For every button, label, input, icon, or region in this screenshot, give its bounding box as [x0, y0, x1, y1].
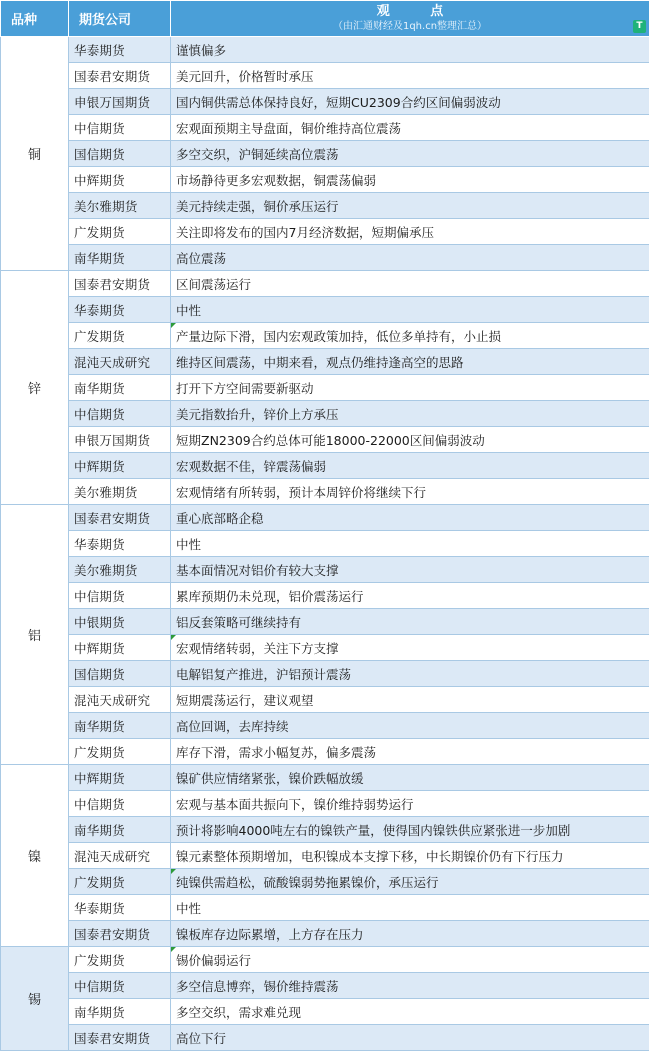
view-cell	[171, 505, 649, 531]
company-cell: 南华期货	[69, 375, 171, 401]
view-text: 重心底部略企稳	[176, 510, 264, 526]
table-row	[1, 739, 649, 765]
comment-marker-icon	[171, 635, 176, 640]
company-cell: 中信期货	[69, 973, 171, 999]
view-text: 铝反套策略可继续持有	[176, 614, 302, 630]
table-row	[1, 63, 649, 89]
table-row	[1, 661, 649, 687]
company-cell: 美尔雅期货	[69, 479, 171, 505]
view-cell	[171, 817, 649, 843]
company-cell: 广发期货	[69, 219, 171, 245]
header-view-title: 观 点	[376, 4, 462, 19]
view-text: 多空交织，沪铜延续高位震荡	[176, 146, 339, 162]
view-cell	[171, 401, 649, 427]
company-cell: 国泰君安期货	[69, 271, 171, 297]
view-text: 电解铝复产推进，沪铝预计震荡	[176, 666, 352, 682]
company-cell: 华泰期货	[69, 37, 171, 63]
view-cell	[171, 323, 649, 349]
company-cell: 中银期货	[69, 609, 171, 635]
view-cell	[171, 63, 649, 89]
view-text: 短期震荡运行，建议观望	[176, 692, 314, 708]
view-text: 区间震荡运行	[176, 276, 252, 292]
table-row	[1, 375, 649, 401]
company-cell: 美尔雅期货	[69, 557, 171, 583]
company-cell: 中辉期货	[69, 635, 171, 661]
company-cell: 混沌天成研究	[69, 349, 171, 375]
company-cell: 国泰君安期货	[69, 921, 171, 947]
view-text: 宏观面预期主导盘面，铜价维持高位震荡	[176, 120, 402, 136]
view-text: 谨慎偏多	[176, 42, 227, 58]
view-text: 中性	[176, 900, 202, 916]
company-cell: 混沌天成研究	[69, 687, 171, 713]
comment-marker-icon	[171, 323, 176, 328]
view-text: 锡价偏弱运行	[176, 952, 252, 968]
table-row	[1, 635, 649, 661]
table-row	[1, 895, 649, 921]
company-cell: 南华期货	[69, 713, 171, 739]
company-cell: 华泰期货	[69, 297, 171, 323]
view-text: 镍矿供应情绪紧张，镍价跌幅放缓	[176, 770, 364, 786]
view-text: 镍板库存边际累增，上方存在压力	[176, 926, 364, 942]
view-cell	[171, 141, 649, 167]
company-cell: 南华期货	[69, 999, 171, 1025]
view-cell	[171, 947, 649, 973]
view-text: 短期ZN2309合约总体可能18000-22000区间偏弱波动	[176, 432, 485, 448]
view-cell	[171, 453, 649, 479]
table-row	[1, 193, 649, 219]
table-row	[1, 141, 649, 167]
view-text: 宏观数据不佳，锌震荡偏弱	[176, 458, 327, 474]
view-text: 高位下行	[176, 1030, 227, 1046]
company-cell: 中信期货	[69, 115, 171, 141]
view-cell	[171, 583, 649, 609]
view-text: 宏观与基本面共振向下，镍价维持弱势运行	[176, 796, 414, 812]
table-row	[1, 921, 649, 947]
view-text: 产量边际下滑，国内宏观政策加持，低位多单持有，小止损	[176, 328, 502, 344]
variety-cell: 锡	[1, 947, 69, 1051]
view-cell	[171, 349, 649, 375]
company-cell: 南华期货	[69, 245, 171, 271]
table-row	[1, 1025, 649, 1051]
view-text: 镍元素整体预期增加，电积镍成本支撑下移，中长期镍价仍有下行压力	[176, 848, 564, 864]
table-row	[1, 791, 649, 817]
table-row	[1, 609, 649, 635]
table-row	[1, 323, 649, 349]
view-text: 库存下滑，需求小幅复苏，偏多震荡	[176, 744, 377, 760]
view-text: 美元指数抬升，锌价上方承压	[176, 406, 339, 422]
table-row	[1, 297, 649, 323]
company-cell: 混沌天成研究	[69, 843, 171, 869]
view-text: 预计将影响4000吨左右的镍铁产量，使得国内镍铁供应紧张进一步加剧	[176, 822, 571, 838]
view-text: 维持区间震荡，中期来看，观点仍维持逢高空的思路	[176, 354, 464, 370]
view-text: 多空信息博弈，锡价维持震荡	[176, 978, 339, 994]
company-cell: 广发期货	[69, 947, 171, 973]
view-cell	[171, 245, 649, 271]
view-cell	[171, 193, 649, 219]
view-cell	[171, 635, 649, 661]
view-text: 纯镍供需趋松，硫酸镍弱势拖累镍价，承压运行	[176, 874, 439, 890]
table-row	[1, 869, 649, 895]
view-cell	[171, 219, 649, 245]
view-text: 美元持续走强，铜价承压运行	[176, 198, 339, 214]
company-cell: 申银万国期货	[69, 427, 171, 453]
table-row	[1, 219, 649, 245]
view-text: 打开下方空间需要新驱动	[176, 380, 314, 396]
table-header	[1, 1, 649, 37]
company-cell: 国泰君安期货	[69, 1025, 171, 1051]
view-cell	[171, 609, 649, 635]
view-cell	[171, 921, 649, 947]
header-view-source: （由汇通财经及1qh.cn整理汇总）	[332, 21, 488, 32]
view-cell	[171, 791, 649, 817]
company-cell: 华泰期货	[69, 531, 171, 557]
table-body	[1, 37, 649, 1051]
table-row	[1, 973, 649, 999]
view-cell	[171, 739, 649, 765]
table-row	[1, 115, 649, 141]
view-cell	[171, 89, 649, 115]
table-row	[1, 843, 649, 869]
view-text: 多空交织，需求难兑现	[176, 1004, 302, 1020]
company-cell: 国信期货	[69, 141, 171, 167]
view-cell	[171, 713, 649, 739]
table-row	[1, 817, 649, 843]
company-cell: 中信期货	[69, 401, 171, 427]
table-row	[1, 245, 649, 271]
company-cell: 国泰君安期货	[69, 505, 171, 531]
table-row	[1, 583, 649, 609]
table-row	[1, 401, 649, 427]
table-row	[1, 271, 649, 297]
view-cell	[171, 167, 649, 193]
view-cell	[171, 687, 649, 713]
company-cell: 中辉期货	[69, 453, 171, 479]
comment-marker-icon	[171, 947, 176, 952]
header-company: 期货公司	[69, 1, 171, 37]
table-row	[1, 687, 649, 713]
header-view	[171, 1, 649, 37]
table-row	[1, 479, 649, 505]
view-cell	[171, 1025, 649, 1051]
variety-cell: 铜	[1, 37, 69, 271]
view-cell	[171, 37, 649, 63]
company-cell: 中辉期货	[69, 765, 171, 791]
table-row	[1, 999, 649, 1025]
view-text: 高位震荡	[176, 250, 227, 266]
view-text: 中性	[176, 302, 202, 318]
view-cell	[171, 297, 649, 323]
table-row	[1, 37, 649, 63]
variety-cell: 锌	[1, 271, 69, 505]
view-cell	[171, 973, 649, 999]
view-text: 中性	[176, 536, 202, 552]
company-cell: 广发期货	[69, 869, 171, 895]
view-text: 市场静待更多宏观数据，铜震荡偏弱	[176, 172, 377, 188]
view-cell	[171, 661, 649, 687]
translate-badge-icon[interactable]: T	[633, 20, 646, 33]
table-row	[1, 713, 649, 739]
view-text: 关注即将发布的国内7月经济数据，短期偏承压	[176, 224, 434, 240]
company-cell: 中辉期货	[69, 167, 171, 193]
company-cell: 美尔雅期货	[69, 193, 171, 219]
company-cell: 南华期货	[69, 817, 171, 843]
view-cell	[171, 479, 649, 505]
view-cell	[171, 375, 649, 401]
variety-cell: 铝	[1, 505, 69, 765]
view-text: 宏观情绪有所转弱，预计本周锌价将继续下行	[176, 484, 427, 500]
company-cell: 中信期货	[69, 791, 171, 817]
table-row	[1, 557, 649, 583]
view-cell	[171, 765, 649, 791]
view-cell	[171, 869, 649, 895]
table-row	[1, 947, 649, 973]
table-row	[1, 89, 649, 115]
company-cell: 广发期货	[69, 739, 171, 765]
table-row	[1, 349, 649, 375]
view-cell	[171, 557, 649, 583]
view-cell	[171, 427, 649, 453]
view-cell	[171, 531, 649, 557]
view-text: 美元回升，价格暂时承压	[176, 68, 314, 84]
company-cell: 国泰君安期货	[69, 63, 171, 89]
view-cell	[171, 999, 649, 1025]
table-row	[1, 453, 649, 479]
company-cell: 华泰期货	[69, 895, 171, 921]
company-cell: 中信期货	[69, 583, 171, 609]
company-cell: 广发期货	[69, 323, 171, 349]
variety-cell: 镍	[1, 765, 69, 947]
table-row	[1, 427, 649, 453]
view-text: 基本面情况对铝价有较大支撑	[176, 562, 339, 578]
table-row	[1, 505, 649, 531]
header-variety: 品种	[1, 1, 69, 37]
view-text: 宏观情绪转弱，关注下方支撑	[176, 640, 339, 656]
table-row	[1, 167, 649, 193]
view-text: 高位回调，去库持续	[176, 718, 289, 734]
view-cell	[171, 895, 649, 921]
table-row	[1, 531, 649, 557]
company-cell: 国信期货	[69, 661, 171, 687]
comment-marker-icon	[171, 869, 176, 874]
view-cell	[171, 271, 649, 297]
view-text: 累库预期仍未兑现，铝价震荡运行	[176, 588, 364, 604]
view-cell	[171, 843, 649, 869]
view-text: 国内铜供需总体保持良好，短期CU2309合约区间偏弱波动	[176, 94, 501, 110]
company-cell: 申银万国期货	[69, 89, 171, 115]
view-cell	[171, 115, 649, 141]
table-row	[1, 765, 649, 791]
